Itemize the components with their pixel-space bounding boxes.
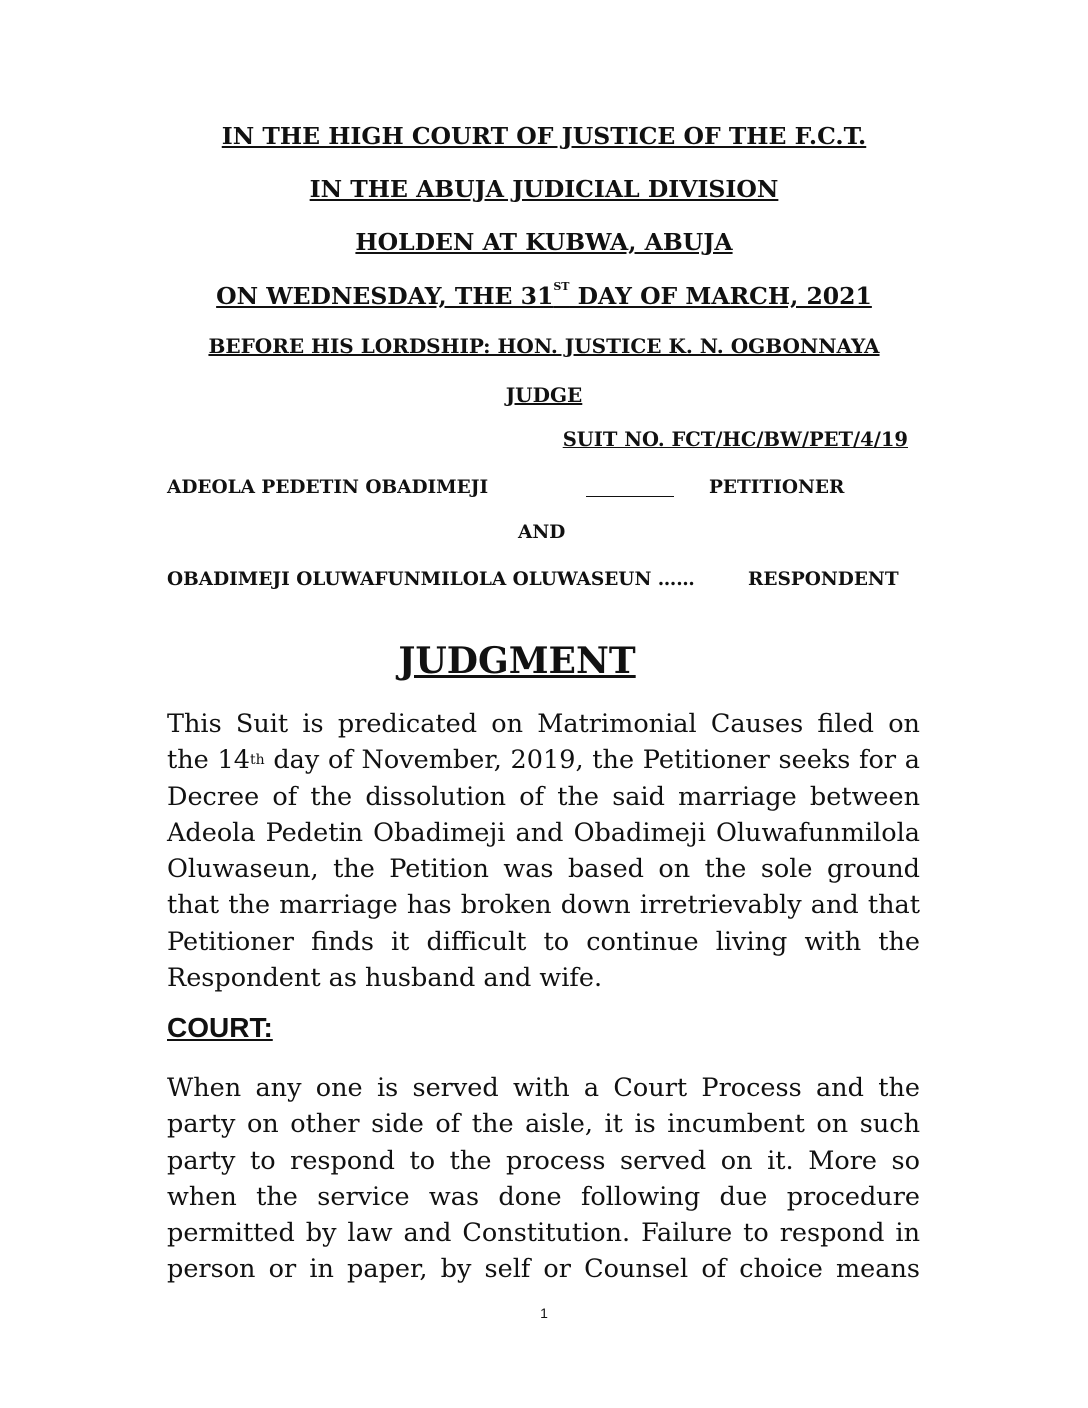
- respondent-name: OBADIMEJI OLUWAFUNMILOLA OLUWASEUN ……: [167, 569, 695, 590]
- paragraph-line: permitted by law and Constitution. Failure to respond in: [167, 1218, 920, 1249]
- division-heading: IN THE ABUJA JUDICIAL DIVISION: [309, 175, 779, 203]
- holden-heading: HOLDEN AT KUBWA, ABUJA: [355, 228, 733, 256]
- petitioner-name: ADEOLA PEDETIN OBADIMEJI: [167, 477, 489, 498]
- paragraph-line: This Suit is predicated on Matrimonial Causes filed on: [167, 709, 920, 739]
- court-paragraph: [167, 1070, 920, 1288]
- paragraph-line: Decree of the dissolution of the said marriage between: [167, 781, 920, 812]
- paragraph-line: Adeola Pedetin Obadimeji and Obadimeji Oluwafunmilola: [167, 817, 920, 848]
- judgment-title: JUDGMENT: [398, 640, 636, 682]
- paragraph-line: when the service was done following due procedure: [167, 1181, 920, 1212]
- page-number: 1: [540, 1305, 548, 1321]
- intro-paragraph: [167, 706, 920, 996]
- party-separator-line: [586, 496, 674, 497]
- paragraph-line: Oluwaseun, the Petition was based on the sole ground: [167, 854, 920, 885]
- court-heading: IN THE HIGH COURT OF JUSTICE OF THE F.C.T.: [221, 122, 867, 150]
- respondent-label: RESPONDENT: [748, 569, 899, 590]
- paragraph-line: person or in paper, by self or Counsel of choice means: [167, 1254, 920, 1285]
- paragraph-line: Respondent as husband and wife.: [167, 963, 603, 994]
- paragraph-line: party on other side of the aisle, it is incumbent on such: [167, 1109, 920, 1140]
- paragraph-line: Petitioner finds it difficult to continue living with the: [167, 926, 920, 957]
- paragraph-line: that the marriage has broken down irretrievably and that: [167, 890, 920, 921]
- and-label: AND: [518, 522, 566, 543]
- court-section-heading: COURT:: [167, 1012, 273, 1043]
- paragraph-line: party to respond to the process served on it. More so: [167, 1145, 920, 1176]
- paragraph-line: the 14th day of November, 2019, the Petitioner seeks for a: [167, 745, 920, 776]
- judge-heading: JUDGE: [505, 383, 583, 407]
- suit-number: SUIT NO. FCT/HC/BW/PET/4/19: [562, 428, 908, 451]
- petitioner-label: PETITIONER: [709, 477, 845, 498]
- date-heading: ON WEDNESDAY, THE 31ST DAY OF MARCH, 2021: [216, 280, 872, 310]
- before-heading: BEFORE HIS LORDSHIP: HON. JUSTICE K. N. OGBONNAYA: [208, 334, 880, 358]
- paragraph-line: When any one is served with a Court Process and the: [167, 1073, 920, 1103]
